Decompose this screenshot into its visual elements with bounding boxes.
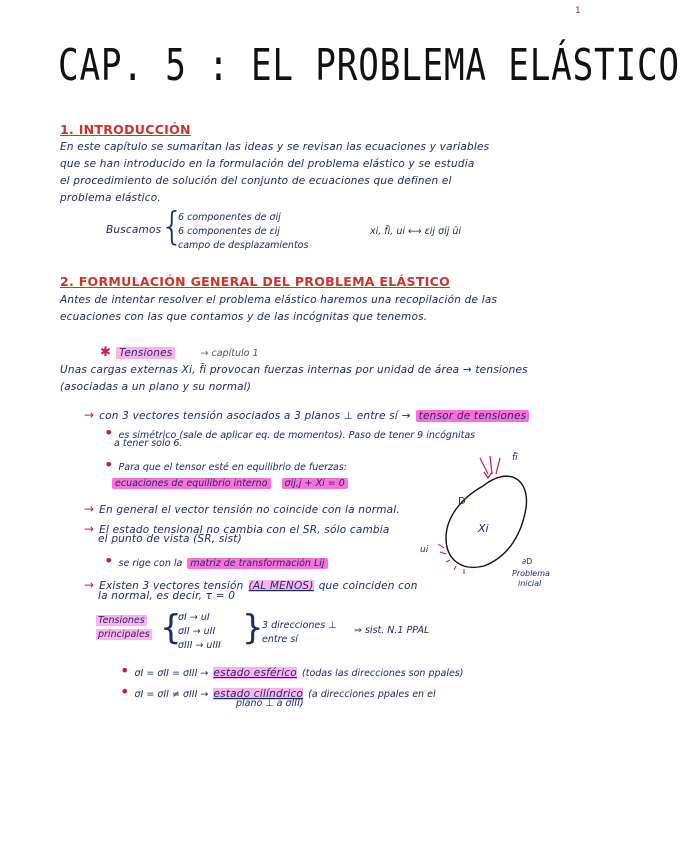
page-title: CAP. 5 : EL PROBLEMA ELÁSTICO [58, 40, 680, 91]
bullet-icon: • [120, 682, 130, 701]
cilindrico-rest: (a direcciones ppales en el [308, 689, 436, 700]
item-vector-normal [84, 498, 400, 517]
ui-label: ui [420, 545, 429, 555]
intro-line-1: En este capítulo se sumaritan las ideas y se revisan las ecuaciones y variables [60, 141, 490, 153]
existen-line-2: la normal, es decir, τ = 0 [98, 590, 236, 602]
bullet-icon: • [104, 551, 114, 570]
formulacion-line-2: ecuaciones con las que contamos y de las incógnitas que tenemos. [60, 311, 428, 323]
buscamos-item: campo de desplazamientos [178, 240, 309, 251]
cilindrico-label: estado cilíndrico [213, 688, 304, 700]
cargas-line-2: (asociadas a un plano y su normal) [60, 381, 252, 393]
elastic-body-figure [418, 448, 578, 588]
cilindrico-line-2: plano ⊥ a σIII) [236, 698, 304, 709]
figure-caption-1: Problema [512, 569, 550, 578]
tensor-highlight: tensor de tensiones [416, 410, 530, 422]
item-vector-normal-text: En general el vector tensión no coincide con la normal. [99, 504, 400, 516]
principal-row: σI → uI [178, 612, 210, 623]
simetrico-line-1: es simétrico (sale de aplicar eq. de momentos). Paso de tener 9 incógnitas [118, 430, 476, 441]
principal-row: σII → uII [178, 626, 216, 637]
arrow-right-icon: → [84, 522, 95, 536]
matriz-highlight: matriz de transformación Lij [187, 558, 327, 569]
d-label: D [458, 496, 466, 507]
bullet-matriz [104, 551, 328, 570]
arrow-right-icon: → [84, 502, 95, 516]
buscamos-variables: xi, f̄i, ui ⟷ εij σij ūi [370, 226, 462, 237]
asterisk-icon: ✱ [100, 345, 111, 360]
brace-icon: { [160, 204, 185, 248]
buscamos-item: 6 componentes de εij [178, 226, 280, 237]
figure-caption-2: inicial [518, 579, 542, 588]
item-tensor-text: con 3 vectores tensión asociados a 3 planos ⊥ entre sí → [99, 410, 411, 422]
cargas-line-1: Unas cargas externas Xi, f̄i provocan fuerzas internas por unidad de área → tensiones [60, 364, 528, 376]
arrow-right-icon: → [84, 578, 95, 592]
force-arrows-icon [480, 456, 500, 478]
intro-line-2: que se han introducido en la formulación del problema elástico y se estudia [60, 158, 475, 170]
bullet-icon: • [104, 455, 114, 474]
item-tensor [84, 404, 529, 423]
bullet-icon: • [104, 423, 114, 442]
al-menos-highlight: (AL MENOS) [248, 580, 314, 592]
buscamos-label: Buscamos [106, 224, 162, 236]
existen-text: Existen 3 vectores tensión [99, 580, 244, 592]
page-number: 1 [575, 6, 581, 16]
equilibrio-highlight: ecuaciones de equilibrio interno [112, 478, 271, 489]
section-heading-introduccion: 1. INTRODUCCIÓN [60, 122, 191, 137]
esferico-rest: (todas las direcciones son ppales) [302, 668, 464, 679]
tensiones-heading [100, 341, 259, 360]
matriz-text: se rige con la [118, 558, 183, 569]
esferico-formula: σI = σII = σIII → [134, 668, 209, 679]
principales-result: ⇒ sist. N.1 PPAL [354, 625, 430, 636]
principales-note-2: entre sí [262, 634, 298, 645]
existen-text-2: que coinciden con [318, 580, 418, 592]
equilibrio-formula: σij,j + Xi = 0 [282, 478, 348, 489]
principales-label-2: principales [98, 629, 150, 640]
tensiones-label: Tensiones [116, 347, 175, 359]
estado-line-2: el punto de vista (SR, sist) [98, 533, 242, 545]
intro-line-4: problema elástico. [60, 192, 161, 204]
brace-close-icon: { [242, 608, 264, 648]
fi-label: f̄i [512, 453, 518, 463]
bullet-estado-esferico [120, 661, 464, 680]
buscamos-item: 6 componentes de σij [178, 212, 281, 223]
equilibrio-row [112, 471, 348, 490]
tensiones-ref: → capítulo 1 [200, 348, 259, 359]
support-hatch-icon [438, 544, 464, 574]
principales-label-1: Tensiones [98, 615, 145, 626]
arrow-right-icon: → [84, 408, 95, 422]
section-heading-formulacion: 2. FORMULACIÓN GENERAL DEL PROBLEMA ELÁSTICO [60, 274, 450, 289]
principal-row: σIII → uIII [178, 640, 221, 651]
intro-line-3: el procedimiento de solución del conjunto de ecuaciones que definen el [60, 175, 452, 187]
principales-note-1: 3 direcciones ⊥ [262, 620, 337, 631]
cilindrico-formula: σI = σII ≠ σIII → [134, 689, 209, 700]
formulacion-line-1: Antes de intentar resolver el problema elástico haremos una recopilación de las [60, 294, 498, 306]
estado-line-1: El estado tensional no cambia con el SR, sólo cambia [99, 524, 390, 536]
brace-icon: { [160, 608, 182, 648]
simetrico-line-2: a tener solo 6. [114, 438, 183, 449]
xi-label: Xi [478, 522, 489, 535]
equilibrio-line-1: Para que el tensor esté en equilibrio de fuerzas: [118, 462, 347, 473]
dd-label: ∂D [522, 557, 533, 566]
bullet-icon: • [120, 661, 130, 680]
esferico-label: estado esférico [213, 667, 297, 679]
